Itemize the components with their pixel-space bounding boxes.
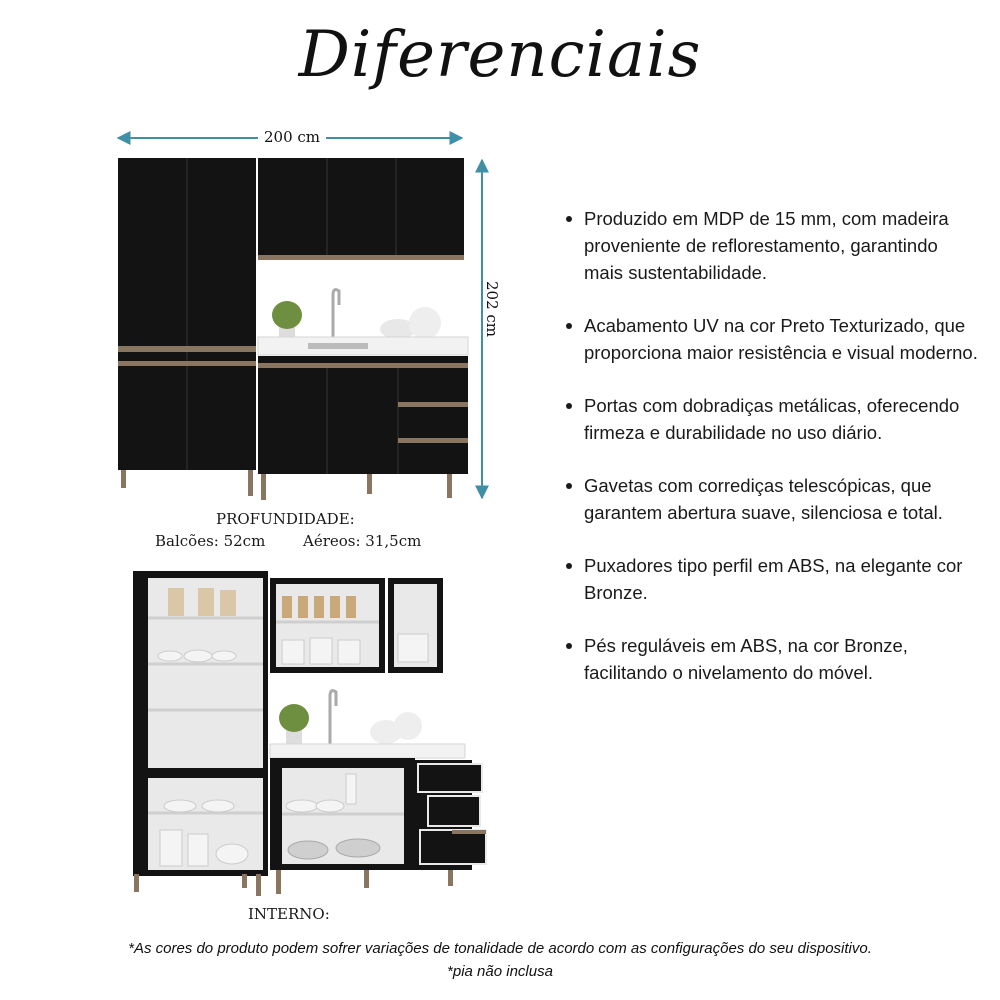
cabinet-interior-illustration	[130, 568, 490, 898]
feature-item: Gavetas com corrediças telescópicas, que garantem abertura suave, silenciosa e total.	[560, 472, 980, 526]
feature-list	[560, 205, 980, 712]
interno-label: INTERNO:	[248, 905, 330, 923]
feature-item: Acabamento UV na cor Preto Texturizado, que proporciona maior resistência e visual moderno.	[560, 312, 980, 366]
color-disclaimer: *As cores do produto podem sofrer variações de tonalidade de acordo com as configurações do seu dispositivo.	[128, 940, 872, 957]
cabinet-exterior-illustration	[115, 155, 475, 505]
feature-item: Portas com dobradiças metálicas, oferecendo firmeza e durabilidade no uso diário.	[560, 392, 980, 446]
height-label: 202 cm	[483, 275, 501, 343]
feature-item: Puxadores tipo perfil em ABS, na elegante cor Bronze.	[560, 552, 980, 606]
depth-aereos: Aéreos: 31,5cm	[303, 532, 422, 550]
width-label: 200 cm	[258, 128, 326, 146]
feature-item: Pés reguláveis em ABS, na cor Bronze, facilitando o nivelamento do móvel.	[560, 632, 980, 686]
depth-balcoes: Balcões: 52cm	[155, 532, 266, 550]
sink-disclaimer: *pia não inclusa	[447, 963, 553, 980]
depth-label: PROFUNDIDADE:	[216, 510, 355, 528]
feature-item: Produzido em MDP de 15 mm, com madeira proveniente de reflorestamento, garantindo mais sustentabilidade.	[560, 205, 980, 286]
page-title: Diferenciais	[298, 18, 702, 92]
